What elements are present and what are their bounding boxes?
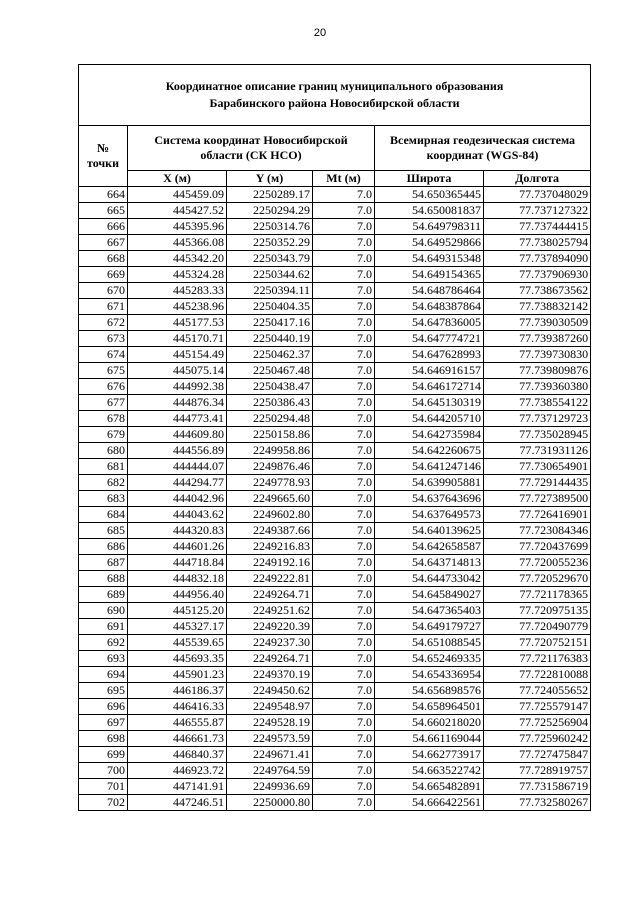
mt-cell: 7.0 <box>313 763 375 779</box>
longitude-cell: 77.739730830 <box>484 347 591 363</box>
latitude-cell: 54.662773917 <box>375 747 484 763</box>
x-cell: 444042.96 <box>128 491 227 507</box>
latitude-cell: 54.648387864 <box>375 299 484 315</box>
longitude-cell: 77.739360380 <box>484 379 591 395</box>
mt-header: Mt (м) <box>313 171 375 187</box>
point-number-cell: 676 <box>79 379 128 395</box>
local-system-header <box>128 126 375 171</box>
point-number-cell: 679 <box>79 427 128 443</box>
latitude-cell: 54.644205710 <box>375 411 484 427</box>
longitude-cell: 77.737129723 <box>484 411 591 427</box>
x-cell: 444556.89 <box>128 443 227 459</box>
longitude-cell: 77.725256904 <box>484 715 591 731</box>
x-cell: 445366.08 <box>128 235 227 251</box>
longitude-cell: 77.737127322 <box>484 203 591 219</box>
y-cell: 2249237.30 <box>227 635 313 651</box>
latitude-cell: 54.644733042 <box>375 571 484 587</box>
point-number-cell: 669 <box>79 267 128 283</box>
y-cell: 2250344.62 <box>227 267 313 283</box>
y-cell: 2249528.19 <box>227 715 313 731</box>
table-row <box>79 411 591 427</box>
point-number-cell: 664 <box>79 187 128 203</box>
mt-cell: 7.0 <box>313 523 375 539</box>
y-cell: 2249936.69 <box>227 779 313 795</box>
point-number-cell: 698 <box>79 731 128 747</box>
point-number-cell: 693 <box>79 651 128 667</box>
y-cell: 2249370.19 <box>227 667 313 683</box>
point-number-cell: 683 <box>79 491 128 507</box>
title-line-2: Барабинского района Новосибирской области <box>209 96 460 110</box>
point-number-cell: 696 <box>79 699 128 715</box>
latitude-cell: 54.646916157 <box>375 363 484 379</box>
y-cell: 2249602.80 <box>227 507 313 523</box>
y-cell: 2249665.60 <box>227 491 313 507</box>
mt-cell: 7.0 <box>313 283 375 299</box>
table-row <box>79 203 591 219</box>
mt-cell: 7.0 <box>313 539 375 555</box>
longitude-cell: 77.739809876 <box>484 363 591 379</box>
longitude-cell: 77.737048029 <box>484 187 591 203</box>
table-row <box>79 331 591 347</box>
y-cell: 2250314.76 <box>227 219 313 235</box>
y-cell: 2250394.11 <box>227 283 313 299</box>
x-cell: 444601.26 <box>128 539 227 555</box>
x-header: X (м) <box>128 171 227 187</box>
latitude-cell: 54.637649573 <box>375 507 484 523</box>
latitude-cell: 54.647836005 <box>375 315 484 331</box>
point-number-cell: 671 <box>79 299 128 315</box>
table-row <box>79 603 591 619</box>
table-row <box>79 267 591 283</box>
point-number-cell: 699 <box>79 747 128 763</box>
x-cell: 445427.52 <box>128 203 227 219</box>
longitude-cell: 77.720437699 <box>484 539 591 555</box>
world-system-line-2: координат (WGS-84) <box>426 148 539 162</box>
latitude-cell: 54.640139625 <box>375 523 484 539</box>
x-cell: 445324.28 <box>128 267 227 283</box>
y-cell: 2250467.48 <box>227 363 313 379</box>
x-cell: 446186.37 <box>128 683 227 699</box>
point-number-cell: 695 <box>79 683 128 699</box>
y-cell: 2250000.80 <box>227 795 313 811</box>
mt-cell: 7.0 <box>313 731 375 747</box>
mt-cell: 7.0 <box>313 187 375 203</box>
point-number-word: точки <box>86 156 120 170</box>
table-row <box>79 747 591 763</box>
y-cell: 2250289.17 <box>227 187 313 203</box>
x-cell: 444773.41 <box>128 411 227 427</box>
table-body <box>79 187 591 811</box>
latitude-cell: 54.645130319 <box>375 395 484 411</box>
table-row <box>79 427 591 443</box>
y-cell: 2249251.62 <box>227 603 313 619</box>
x-cell: 447141.91 <box>128 779 227 795</box>
point-number-cell: 681 <box>79 459 128 475</box>
mt-cell: 7.0 <box>313 235 375 251</box>
mt-cell: 7.0 <box>313 667 375 683</box>
x-cell: 444609.80 <box>128 427 227 443</box>
y-cell: 2249876.46 <box>227 459 313 475</box>
table-row <box>79 635 591 651</box>
latitude-cell: 54.665482891 <box>375 779 484 795</box>
x-cell: 445177.53 <box>128 315 227 331</box>
latitude-cell: 54.649798311 <box>375 219 484 235</box>
longitude-cell: 77.725579147 <box>484 699 591 715</box>
point-number-cell: 690 <box>79 603 128 619</box>
longitude-cell: 77.737444415 <box>484 219 591 235</box>
table-row <box>79 651 591 667</box>
table-row <box>79 779 591 795</box>
mt-cell: 7.0 <box>313 571 375 587</box>
longitude-cell: 77.731586719 <box>484 779 591 795</box>
longitude-cell: 77.738554122 <box>484 395 591 411</box>
table-row <box>79 523 591 539</box>
longitude-cell: 77.726416901 <box>484 507 591 523</box>
x-cell: 445395.96 <box>128 219 227 235</box>
latitude-cell: 54.651088545 <box>375 635 484 651</box>
table-row <box>79 283 591 299</box>
longitude-cell: 77.729144435 <box>484 475 591 491</box>
longitude-cell: 77.720490779 <box>484 619 591 635</box>
x-cell: 445901.23 <box>128 667 227 683</box>
table-row <box>79 315 591 331</box>
latitude-cell: 54.656898576 <box>375 683 484 699</box>
title-line-1: Координатное описание границ муниципального образования <box>165 79 504 93</box>
table-row <box>79 619 591 635</box>
longitude-cell: 77.725960242 <box>484 731 591 747</box>
point-number-cell: 668 <box>79 251 128 267</box>
y-cell: 2249958.86 <box>227 443 313 459</box>
table-row <box>79 475 591 491</box>
mt-cell: 7.0 <box>313 555 375 571</box>
mt-cell: 7.0 <box>313 363 375 379</box>
longitude-header: Долгота <box>484 171 591 187</box>
table-row <box>79 363 591 379</box>
x-cell: 445283.33 <box>128 283 227 299</box>
latitude-cell: 54.639905881 <box>375 475 484 491</box>
x-cell: 444956.40 <box>128 587 227 603</box>
y-cell: 2250294.29 <box>227 203 313 219</box>
longitude-cell: 77.727475847 <box>484 747 591 763</box>
y-cell: 2250343.79 <box>227 251 313 267</box>
table-row <box>79 571 591 587</box>
longitude-cell: 77.739387260 <box>484 331 591 347</box>
x-cell: 446661.73 <box>128 731 227 747</box>
y-cell: 2249222.81 <box>227 571 313 587</box>
y-cell: 2250386.43 <box>227 395 313 411</box>
point-number-cell: 688 <box>79 571 128 587</box>
longitude-cell: 77.721178365 <box>484 587 591 603</box>
mt-cell: 7.0 <box>313 395 375 411</box>
y-cell: 2250440.19 <box>227 331 313 347</box>
mt-cell: 7.0 <box>313 587 375 603</box>
y-cell: 2249778.93 <box>227 475 313 491</box>
mt-cell: 7.0 <box>313 315 375 331</box>
x-cell: 445327.17 <box>128 619 227 635</box>
point-number-cell: 672 <box>79 315 128 331</box>
longitude-cell: 77.727389500 <box>484 491 591 507</box>
mt-cell: 7.0 <box>313 603 375 619</box>
y-cell: 2250462.37 <box>227 347 313 363</box>
latitude-cell: 54.641247146 <box>375 459 484 475</box>
latitude-cell: 54.666422561 <box>375 795 484 811</box>
table-row <box>79 459 591 475</box>
x-cell: 447246.51 <box>128 795 227 811</box>
x-cell: 445154.49 <box>128 347 227 363</box>
mt-cell: 7.0 <box>313 203 375 219</box>
x-cell: 445342.20 <box>128 251 227 267</box>
table-row <box>79 539 591 555</box>
latitude-cell: 54.652469335 <box>375 651 484 667</box>
table-row <box>79 555 591 571</box>
point-number-cell: 700 <box>79 763 128 779</box>
mt-cell: 7.0 <box>313 635 375 651</box>
table-row <box>79 395 591 411</box>
x-cell: 444444.07 <box>128 459 227 475</box>
latitude-cell: 54.637643696 <box>375 491 484 507</box>
longitude-cell: 77.720529670 <box>484 571 591 587</box>
latitude-cell: 54.650365445 <box>375 187 484 203</box>
table-row <box>79 699 591 715</box>
point-number-cell: 666 <box>79 219 128 235</box>
x-cell: 444718.84 <box>128 555 227 571</box>
longitude-cell: 77.723084346 <box>484 523 591 539</box>
latitude-cell: 54.648786464 <box>375 283 484 299</box>
latitude-cell: 54.645849027 <box>375 587 484 603</box>
table-row <box>79 219 591 235</box>
page-number: 20 <box>313 27 327 39</box>
point-number-cell: 684 <box>79 507 128 523</box>
point-number-cell: 689 <box>79 587 128 603</box>
y-cell: 2249450.62 <box>227 683 313 699</box>
x-cell: 445075.14 <box>128 363 227 379</box>
point-number-cell: 667 <box>79 235 128 251</box>
mt-cell: 7.0 <box>313 379 375 395</box>
point-number-cell: 687 <box>79 555 128 571</box>
mt-cell: 7.0 <box>313 491 375 507</box>
mt-cell: 7.0 <box>313 347 375 363</box>
latitude-cell: 54.642735984 <box>375 427 484 443</box>
y-cell: 2249387.66 <box>227 523 313 539</box>
y-cell: 2250294.48 <box>227 411 313 427</box>
latitude-cell: 54.649154365 <box>375 267 484 283</box>
table-row <box>79 491 591 507</box>
latitude-cell: 54.642658587 <box>375 539 484 555</box>
y-cell: 2249192.16 <box>227 555 313 571</box>
mt-cell: 7.0 <box>313 443 375 459</box>
mt-cell: 7.0 <box>313 651 375 667</box>
longitude-cell: 77.731931126 <box>484 443 591 459</box>
world-system-line-1: Всемирная геодезическая система <box>390 133 576 147</box>
local-system-line-2: области (СК НСО) <box>200 148 302 162</box>
longitude-cell: 77.732580267 <box>484 795 591 811</box>
point-number-cell: 701 <box>79 779 128 795</box>
longitude-cell: 77.738025794 <box>484 235 591 251</box>
point-number-cell: 697 <box>79 715 128 731</box>
latitude-cell: 54.649529866 <box>375 235 484 251</box>
longitude-cell: 77.738673562 <box>484 283 591 299</box>
longitude-cell: 77.737894090 <box>484 251 591 267</box>
y-cell: 2249220.39 <box>227 619 313 635</box>
y-cell: 2249264.71 <box>227 651 313 667</box>
mt-cell: 7.0 <box>313 795 375 811</box>
table-row <box>79 299 591 315</box>
latitude-cell: 54.663522742 <box>375 763 484 779</box>
mt-cell: 7.0 <box>313 267 375 283</box>
table-title <box>79 65 591 126</box>
longitude-cell: 77.728919757 <box>484 763 591 779</box>
longitude-cell: 77.722810088 <box>484 667 591 683</box>
latitude-cell: 54.660218020 <box>375 715 484 731</box>
table-row <box>79 715 591 731</box>
table-row <box>79 667 591 683</box>
mt-cell: 7.0 <box>313 475 375 491</box>
longitude-cell: 77.735028945 <box>484 427 591 443</box>
point-number-cell: 670 <box>79 283 128 299</box>
y-cell: 2249573.59 <box>227 731 313 747</box>
x-cell: 444294.77 <box>128 475 227 491</box>
mt-cell: 7.0 <box>313 683 375 699</box>
y-cell: 2250417.16 <box>227 315 313 331</box>
mt-cell: 7.0 <box>313 779 375 795</box>
latitude-cell: 54.650081837 <box>375 203 484 219</box>
y-cell: 2250158.86 <box>227 427 313 443</box>
table-row <box>79 587 591 603</box>
table-row <box>79 683 591 699</box>
x-cell: 446840.37 <box>128 747 227 763</box>
latitude-cell: 54.647628993 <box>375 347 484 363</box>
longitude-cell: 77.738832142 <box>484 299 591 315</box>
longitude-cell: 77.739030509 <box>484 315 591 331</box>
longitude-cell: 77.720752151 <box>484 635 591 651</box>
table-row <box>79 507 591 523</box>
mt-cell: 7.0 <box>313 715 375 731</box>
y-cell: 2249216.83 <box>227 539 313 555</box>
x-cell: 446416.33 <box>128 699 227 715</box>
table-row <box>79 251 591 267</box>
point-number-cell: 685 <box>79 523 128 539</box>
mt-cell: 7.0 <box>313 459 375 475</box>
x-cell: 444992.38 <box>128 379 227 395</box>
longitude-cell: 77.730654901 <box>484 459 591 475</box>
x-cell: 445693.35 <box>128 651 227 667</box>
mt-cell: 7.0 <box>313 699 375 715</box>
y-cell: 2249671.41 <box>227 747 313 763</box>
x-cell: 444832.18 <box>128 571 227 587</box>
longitude-cell: 77.720055236 <box>484 555 591 571</box>
table-row <box>79 731 591 747</box>
x-cell: 445238.96 <box>128 299 227 315</box>
y-cell: 2249264.71 <box>227 587 313 603</box>
point-number-cell: 682 <box>79 475 128 491</box>
x-cell: 445539.65 <box>128 635 227 651</box>
point-number-cell: 686 <box>79 539 128 555</box>
table-row <box>79 379 591 395</box>
world-system-header <box>375 126 591 171</box>
mt-cell: 7.0 <box>313 219 375 235</box>
latitude-header: Широта <box>375 171 484 187</box>
x-cell: 445459.09 <box>128 187 227 203</box>
point-number-cell: 680 <box>79 443 128 459</box>
point-number-cell: 675 <box>79 363 128 379</box>
point-number-cell: 677 <box>79 395 128 411</box>
y-cell: 2249764.59 <box>227 763 313 779</box>
latitude-cell: 54.654336954 <box>375 667 484 683</box>
mt-cell: 7.0 <box>313 619 375 635</box>
y-cell: 2249548.97 <box>227 699 313 715</box>
table-row <box>79 347 591 363</box>
mt-cell: 7.0 <box>313 299 375 315</box>
latitude-cell: 54.646172714 <box>375 379 484 395</box>
y-cell: 2250404.35 <box>227 299 313 315</box>
point-number-cell: 692 <box>79 635 128 651</box>
mt-cell: 7.0 <box>313 251 375 267</box>
latitude-cell: 54.649315348 <box>375 251 484 267</box>
latitude-cell: 54.647774721 <box>375 331 484 347</box>
latitude-cell: 54.642260675 <box>375 443 484 459</box>
table-row <box>79 763 591 779</box>
latitude-cell: 54.649179727 <box>375 619 484 635</box>
x-cell: 445170.71 <box>128 331 227 347</box>
latitude-cell: 54.661169044 <box>375 731 484 747</box>
y-cell: 2250352.29 <box>227 235 313 251</box>
x-cell: 444043.62 <box>128 507 227 523</box>
point-number-cell: 678 <box>79 411 128 427</box>
mt-cell: 7.0 <box>313 427 375 443</box>
x-cell: 445125.20 <box>128 603 227 619</box>
mt-cell: 7.0 <box>313 507 375 523</box>
x-cell: 444876.34 <box>128 395 227 411</box>
point-number-header <box>79 126 128 187</box>
point-number-cell: 674 <box>79 347 128 363</box>
point-number-sign: № <box>96 141 110 155</box>
longitude-cell: 77.721176383 <box>484 651 591 667</box>
y-cell: 2250438.47 <box>227 379 313 395</box>
x-cell: 446555.87 <box>128 715 227 731</box>
x-cell: 446923.72 <box>128 763 227 779</box>
mt-cell: 7.0 <box>313 331 375 347</box>
table-row <box>79 187 591 203</box>
local-system-line-1: Система координат Новосибирской <box>154 133 348 147</box>
y-header: Y (м) <box>227 171 313 187</box>
longitude-cell: 77.724055652 <box>484 683 591 699</box>
point-number-cell: 673 <box>79 331 128 347</box>
point-number-cell: 665 <box>79 203 128 219</box>
coordinates-table <box>78 64 591 811</box>
table-row <box>79 443 591 459</box>
latitude-cell: 54.658964501 <box>375 699 484 715</box>
mt-cell: 7.0 <box>313 747 375 763</box>
longitude-cell: 77.720975135 <box>484 603 591 619</box>
latitude-cell: 54.643714813 <box>375 555 484 571</box>
table-row <box>79 795 591 811</box>
point-number-cell: 694 <box>79 667 128 683</box>
table-row <box>79 235 591 251</box>
latitude-cell: 54.647365403 <box>375 603 484 619</box>
longitude-cell: 77.737906930 <box>484 267 591 283</box>
x-cell: 444320.83 <box>128 523 227 539</box>
point-number-cell: 691 <box>79 619 128 635</box>
mt-cell: 7.0 <box>313 411 375 427</box>
point-number-cell: 702 <box>79 795 128 811</box>
